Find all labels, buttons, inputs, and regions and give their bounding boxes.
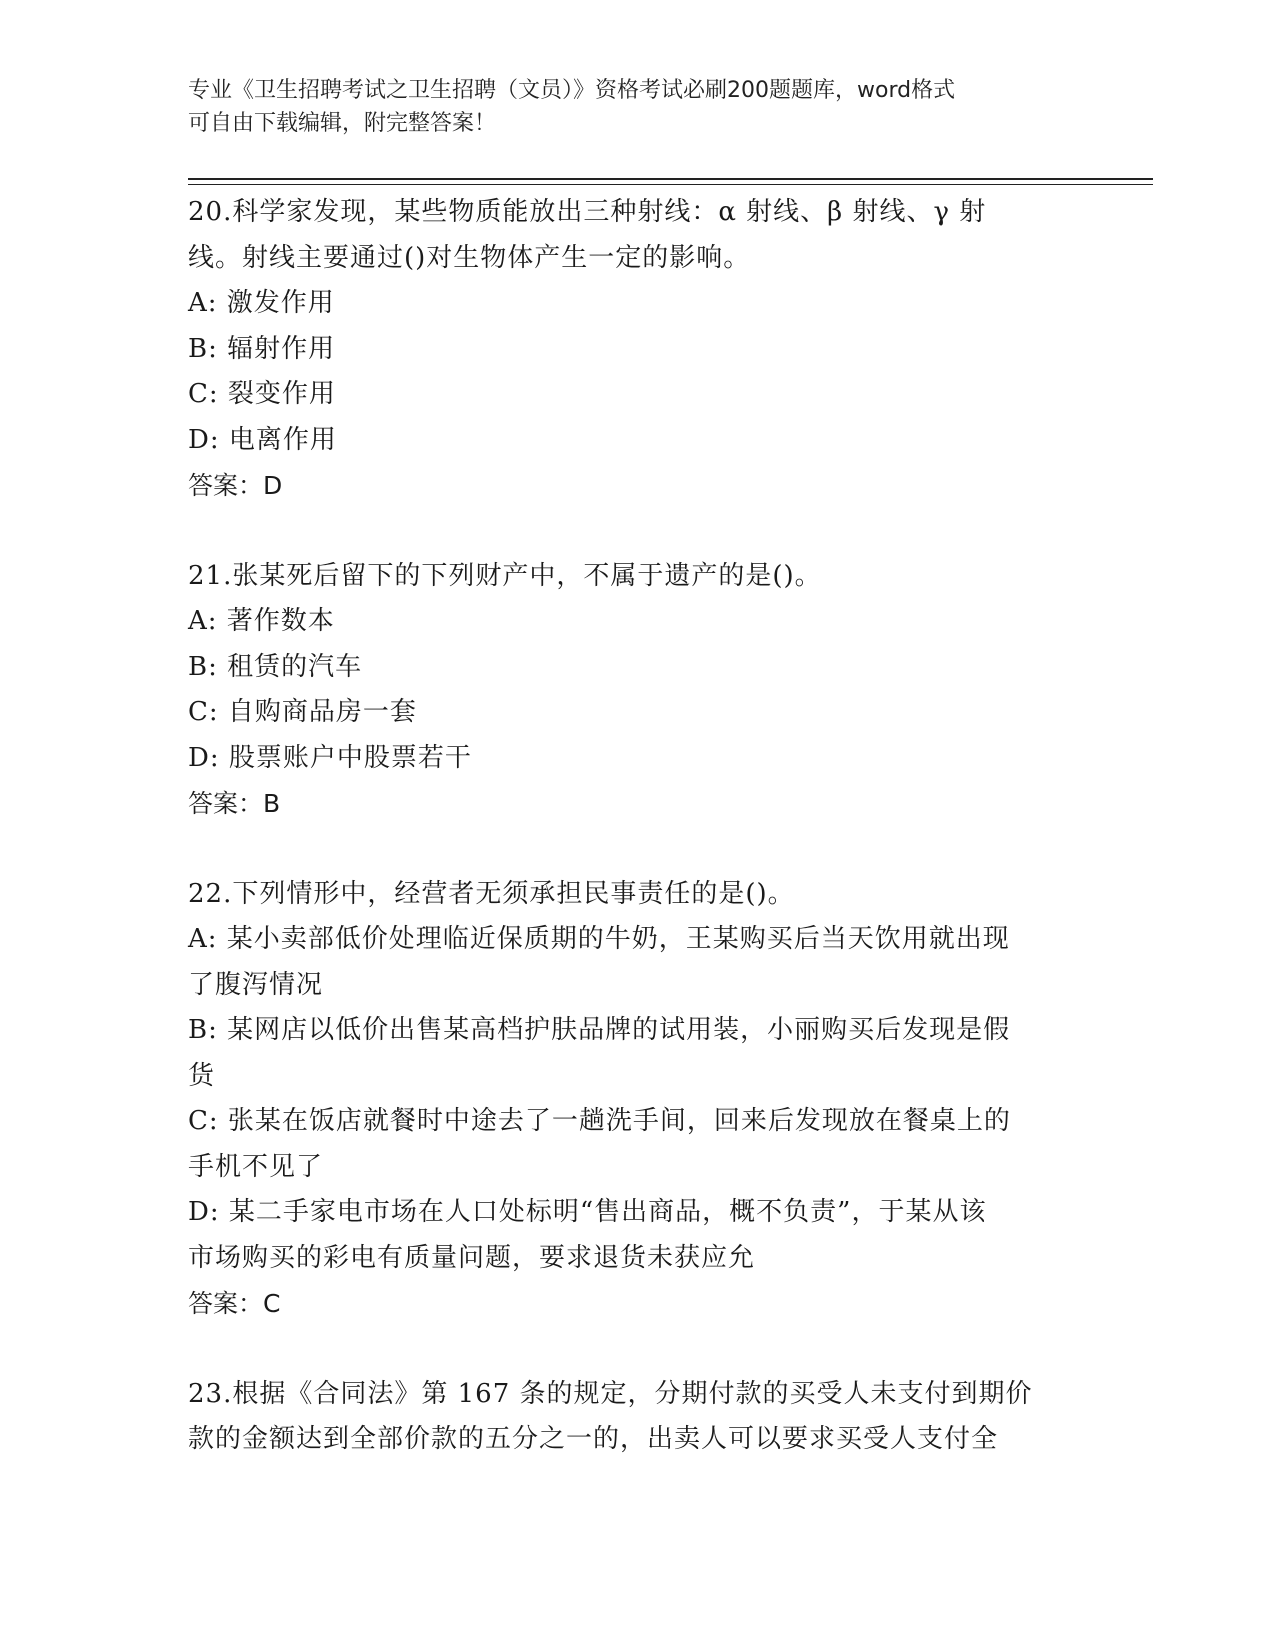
answer-key: 答案：C [188, 1289, 281, 1318]
answer-option-line: D: 股票账户中股票若干 [188, 742, 472, 773]
answer-option-line: C: 自购商品房一套 [188, 697, 417, 727]
header-rule-thin [188, 184, 1153, 185]
question-block [188, 872, 1068, 1327]
question-stem-line: 21.张某死后留下的下列财产中，不属于遗产的是()。 [188, 560, 822, 591]
question-spacer [188, 827, 1068, 872]
answer-option-line: A: 著作数本 [188, 606, 335, 636]
question-block [188, 1372, 1068, 1463]
question-spacer [188, 1327, 1068, 1372]
answer-option-line: D: 电离作用 [188, 424, 337, 455]
header-rule-thick [188, 178, 1153, 180]
answer-option-line: 货 [188, 1060, 216, 1091]
answer-option-line: B: 某网店以低价出售某高档护肤品牌的试用装，小丽购买后发现是假 [188, 1015, 1011, 1045]
document-header [188, 74, 1068, 140]
answer-option-line: 了腹泻情况 [188, 969, 324, 1000]
questions-list [188, 190, 1068, 1463]
question-block [188, 554, 1068, 827]
header-line-1: 专业《卫生招聘考试之卫生招聘（文员）》资格考试必刷200题题库，word格式 [188, 78, 956, 103]
answer-key: 答案：B [188, 789, 281, 818]
question-stem-line: 线。射线主要通过()对生物体产生一定的影响。 [188, 242, 751, 273]
question-stem-line: 款的金额达到全部价款的五分之一的，出卖人可以要求买受人支付全 [188, 1424, 999, 1454]
header-line-2: 可自由下载编辑，附完整答案！ [188, 111, 497, 136]
answer-option-line: B: 租赁的汽车 [188, 651, 363, 682]
answer-option-line: A: 激发作用 [188, 288, 335, 318]
answer-key: 答案：D [188, 471, 283, 500]
answer-option-line: 手机不见了 [188, 1151, 324, 1182]
question-stem-line: 20.科学家发现，某些物质能放出三种射线：α 射线、β 射线、γ 射 [188, 197, 987, 227]
question-spacer [188, 509, 1068, 554]
question-stem-line: 22.下列情形中，经营者无须承担民事责任的是()。 [188, 878, 795, 909]
answer-option-line: 市场购买的彩电有质量问题，要求退货未获应允 [188, 1242, 756, 1273]
answer-option-line: B: 辐射作用 [188, 333, 336, 364]
answer-option-line: C: 张某在饭店就餐时中途去了一趟洗手间，回来后发现放在餐桌上的 [188, 1106, 1011, 1136]
question-stem-line: 23.根据《合同法》第 167 条的规定，分期付款的买受人未支付到期价 [188, 1378, 1033, 1409]
answer-option-line: A: 某小卖部低价处理临近保质期的牛奶，王某购买后当天饮用就出现 [188, 924, 1010, 954]
answer-option-line: D: 某二手家电市场在人口处标明“售出商品，概不负责”，于某从该 [188, 1197, 987, 1227]
answer-option-line: C: 裂变作用 [188, 379, 336, 409]
question-block [188, 190, 1068, 509]
